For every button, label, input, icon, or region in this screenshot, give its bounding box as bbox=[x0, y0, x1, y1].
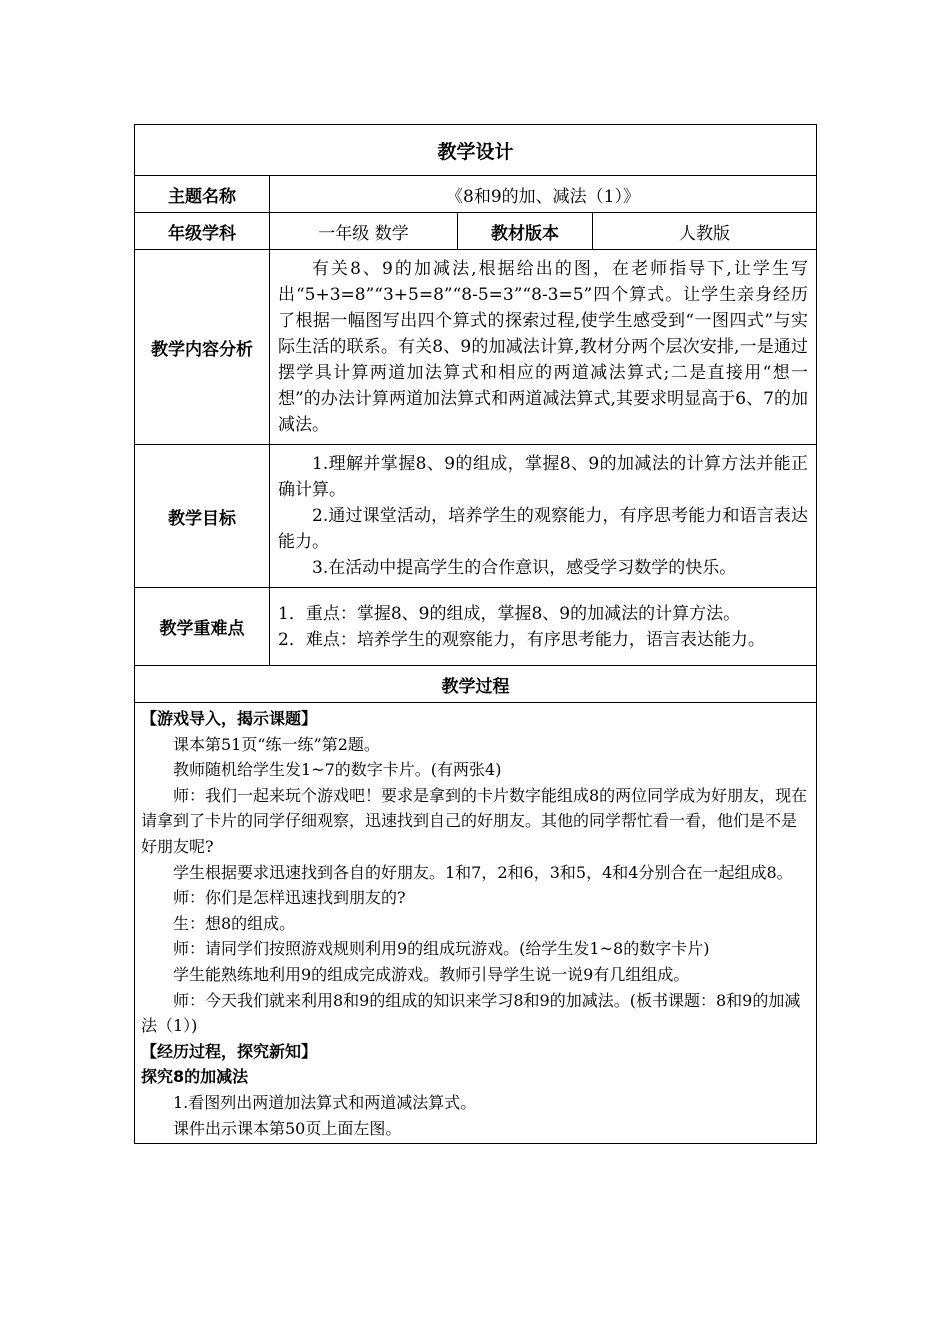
objective-item: 2.通过课堂活动，培养学生的观察能力，有序思考能力和语言表达能力。 bbox=[278, 506, 809, 552]
process-heading: 教学过程 bbox=[135, 666, 817, 703]
section-heading: 【经历过程，探究新知】 bbox=[141, 1041, 318, 1061]
objectives-label: 教学目标 bbox=[135, 445, 270, 588]
subsection-heading: 探究8的加减法 bbox=[141, 1067, 249, 1087]
process-line: 教师随机给学生发1~7的数字卡片。(有两张4) bbox=[173, 760, 502, 780]
grade-value: 一年级 数学 bbox=[270, 213, 458, 250]
objectives-cell bbox=[270, 445, 817, 588]
topic-label: 主题名称 bbox=[135, 176, 270, 213]
section-heading: 【游戏导入，揭示课题】 bbox=[141, 709, 318, 728]
process-line: 师：今天我们就来利用8和9的组成的知识来学习8和9的加减法。(板书课题：8和9的加减法（1）) bbox=[141, 990, 801, 1036]
process-line: 学生能熟练地利用9的组成完成游戏。教师引导学生说一说9有几组组成。 bbox=[173, 964, 690, 984]
process-content bbox=[135, 703, 817, 1144]
objective-item: 3.在活动中提高学生的合作意识，感受学习数学的快乐。 bbox=[312, 558, 737, 578]
lesson-plan-table bbox=[134, 124, 817, 1144]
edition-label: 教材版本 bbox=[458, 213, 593, 250]
process-line: 课本第51页“练一练”第2题。 bbox=[173, 734, 380, 754]
content-analysis-text: 有关8、9的加减法,根据给出的图，在老师指导下,让学生写出“5+3=8”“3+5=8”“8-5=3”“8-3=5”四个算式。让学生亲身经历了根据一幅图写出四个算式的探索过程,使学生感受到“一图四式”与实际生活的联系。有关8、9的加减法计算,教材分两个层次安排,一是通过摆学具计算两道加法算式和相应的两道减法算式;二是直接用“想一想”的办法计算两道加法算式和两道减法算式,其要求明显高于6、7的加减法。 bbox=[278, 259, 809, 435]
objective-item: 1.理解并掌握8、9的组成，掌握8、9的加减法的计算方法并能正确计算。 bbox=[278, 454, 809, 500]
edition-value: 人教版 bbox=[593, 213, 817, 250]
process-line: 师：请同学们按照游戏规则利用9的组成玩游戏。(给学生发1~8的数字卡片) bbox=[173, 939, 710, 959]
document-title: 教学设计 bbox=[135, 125, 817, 176]
key-points-cell bbox=[270, 588, 817, 666]
process-line: 学生根据要求迅速找到各自的好朋友。1和7，2和6，3和5，4和4分别合在一起组成8。 bbox=[173, 862, 793, 882]
key-point-item: 2．难点：培养学生的观察能力，有序思考能力，语言表达能力。 bbox=[278, 629, 765, 650]
content-analysis-cell bbox=[270, 250, 817, 445]
process-line: 生：想8的组成。 bbox=[173, 913, 296, 933]
process-line: 课件出示课本第50页上面左图。 bbox=[173, 1118, 402, 1138]
key-points-label: 教学重难点 bbox=[135, 588, 270, 666]
content-analysis-label: 教学内容分析 bbox=[135, 250, 270, 445]
topic-value: 《8和9的加、减法（1）》 bbox=[270, 176, 817, 213]
key-point-item: 1．重点：掌握8、9的组成，掌握8、9的加减法的计算方法。 bbox=[278, 603, 741, 624]
grade-label: 年级学科 bbox=[135, 213, 270, 250]
process-line: 1.看图列出两道加法算式和两道减法算式。 bbox=[173, 1092, 477, 1112]
process-line: 师：我们一起来玩个游戏吧！要求是拿到的卡片数字能组成8的两位同学成为好朋友，现在请拿到了卡片的同学仔细观察，迅速找到自己的好朋友。其他的同学帮忙看一看，他们是不是好朋友呢? bbox=[141, 785, 808, 856]
process-line: 师：你们是怎样迅速找到朋友的? bbox=[173, 888, 406, 908]
